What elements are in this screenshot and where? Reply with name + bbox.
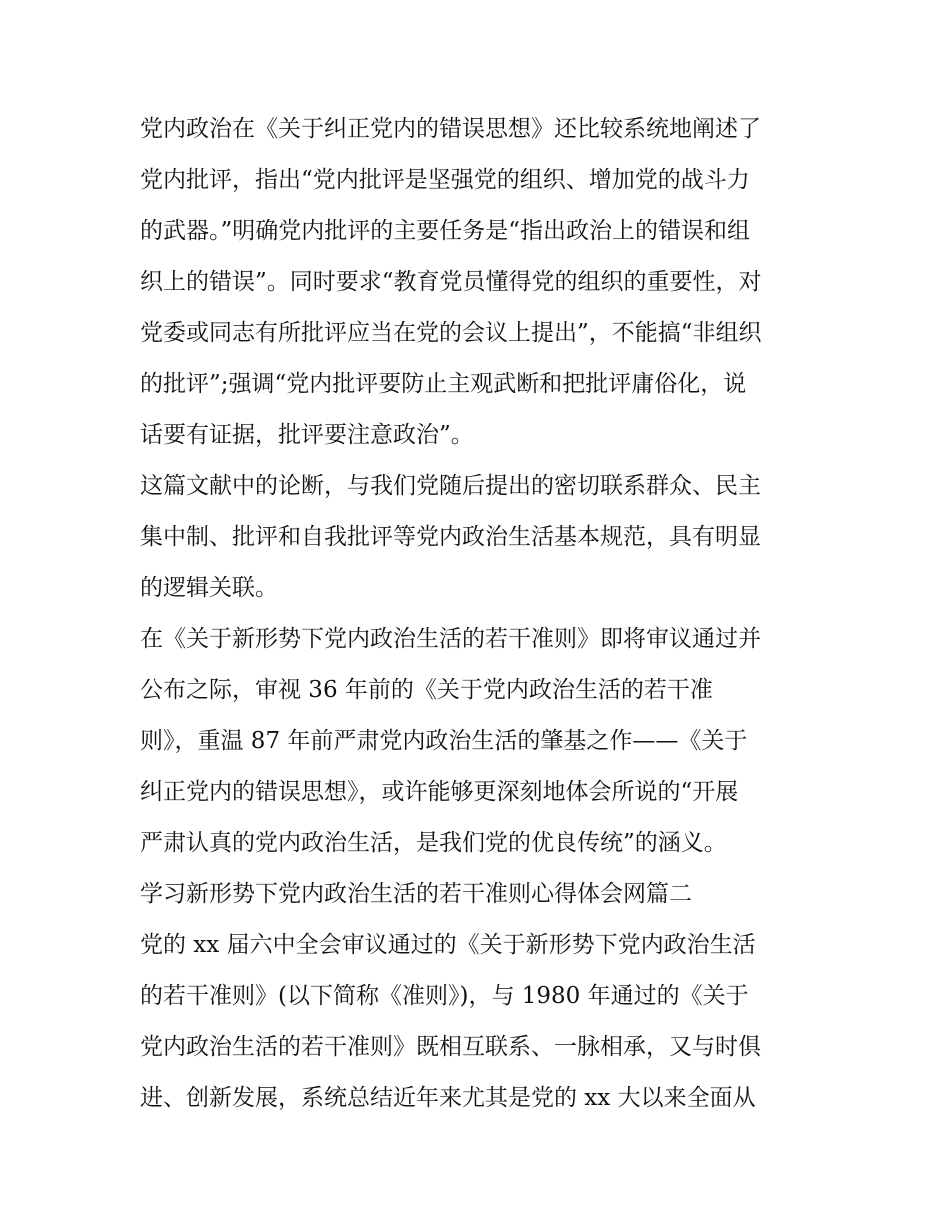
text-line-15: 严肃认真的党内政治生活，是我们党的优良传统”的涵义。 (140, 830, 727, 856)
text-line-6: 的批评”;强调“党内批评要防止主观武断和把批评庸俗化，说 (140, 371, 747, 397)
section-heading: 学习新形势下党内政治生活的若干准则心得体会网篇二 (140, 881, 692, 907)
text-line-12: 公布之际，审视 36 年前的《关于党内政治生活的若干准 (140, 677, 713, 703)
text-line-2: 党内批评，指出“党内批评是坚强党的组织、增加党的战斗力 (140, 167, 750, 193)
text-line-4: 织上的错误”。同时要求“教育党员懂得党的组织的重要性，对 (140, 269, 762, 295)
document-body (140, 108, 820, 1128)
text-line-7: 话要有证据，批评要注意政治”。 (140, 422, 474, 448)
text-line-9: 集中制、批评和自我批评等党内政治生活基本规范，具有明显 (140, 524, 761, 550)
text-line-5: 党委或同志有所批评应当在党的会议上提出”，不能搞“非组织 (140, 320, 762, 346)
text-line-1: 党内政治在《关于纠正党内的错误思想》还比较系统地阐述了 (140, 116, 761, 142)
text-line-10: 的逻辑关联。 (140, 575, 278, 601)
text-line-11: 在《关于新形势下党内政治生活的若干准则》即将审议通过并 (140, 626, 761, 652)
text-line-19: 党内政治生活的若干准则》既相互联系、一脉相承，又与时俱 (140, 1034, 761, 1060)
text-line-13: 则》，重温 87 年前严肃党内政治生活的肇基之作——《关于 (140, 728, 748, 754)
text-line-14: 纠正党内的错误思想》，或许能够更深刻地体会所说的“开展 (140, 779, 739, 805)
text-line-18: 的若干准则》(以下简称《准则》)，与 1980 年通过的《关于 (140, 983, 749, 1009)
text-line-17: 党的 xx 届六中全会审议通过的《关于新形势下党内政治生活 (140, 932, 756, 958)
text-line-8: 这篇文献中的论断，与我们党随后提出的密切联系群众、民主 (140, 473, 761, 499)
text-line-20: 进、创新发展，系统总结近年来尤其是党的 xx 大以来全面从 (140, 1085, 756, 1111)
text-line-3: 的武器。”明确党内批评的主要任务是“指出政治上的错误和组 (140, 218, 751, 244)
